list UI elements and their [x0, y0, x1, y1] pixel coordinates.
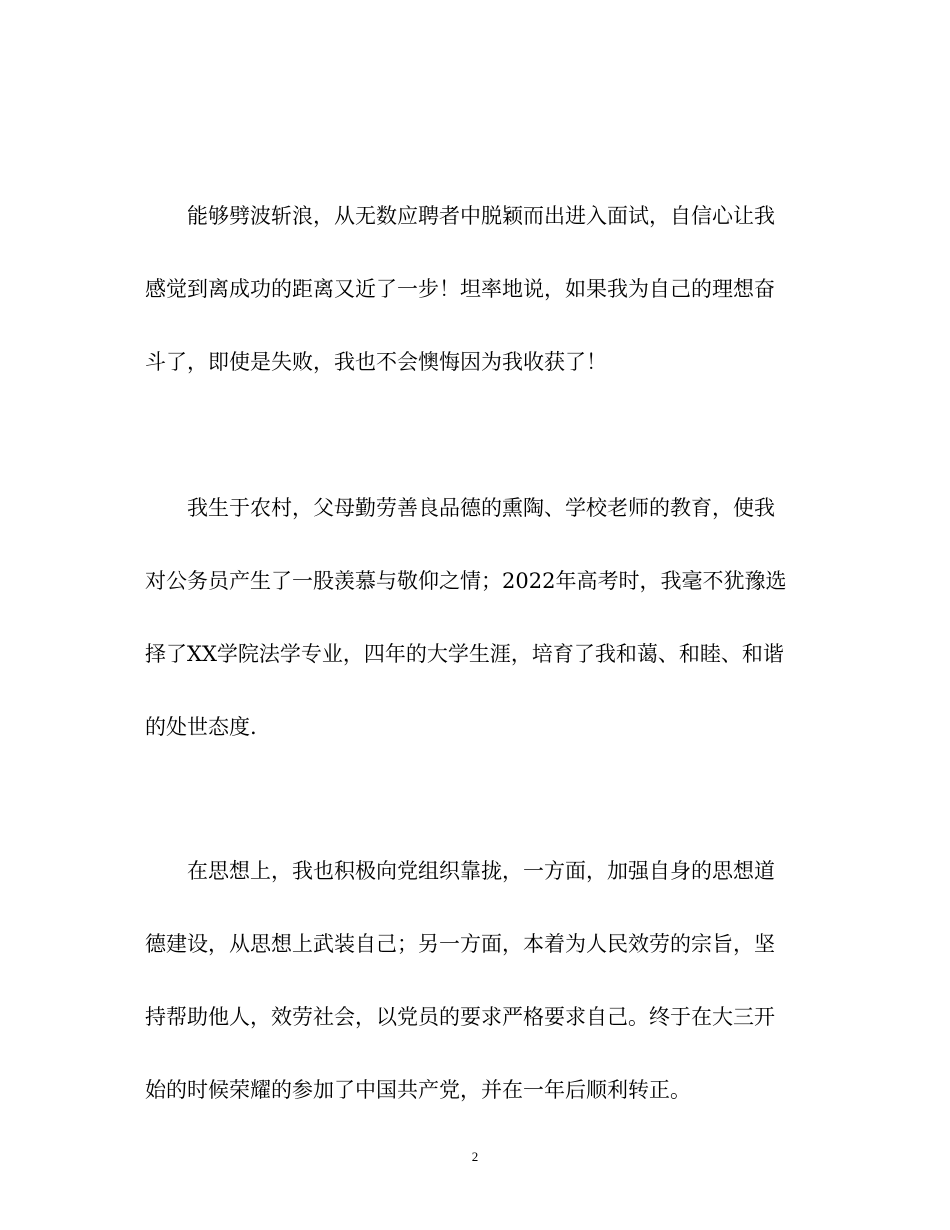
- page-number: 2: [471, 1149, 479, 1164]
- paragraph-1-line-1: 能够劈波斩浪，从无数应聘者中脱颖而出进入面试，自信心让我: [187, 204, 775, 228]
- paragraph-2-line-3: 择了XX学院法学专业，四年的大学生涯，培育了我和蔼、和睦、和谐: [145, 642, 784, 666]
- paragraph-3-line-2: 德建设，从思想上武装自己；另一方面，本着为人民效劳的宗旨，坚: [145, 932, 775, 956]
- paragraph-2-line-4: 的处世态度.: [145, 715, 257, 739]
- paragraph-3-line-4: 始的时候荣耀的参加了中国共产党，并在一年后顺利转正。: [145, 1078, 691, 1102]
- paragraph-1-line-2: 感觉到离成功的距离又近了一步！坦率地说，如果我为自己的理想奋: [145, 277, 775, 301]
- paragraph-2-line-1: 我生于农村，父母勤劳善良品德的熏陶、学校老师的教育，使我: [187, 496, 775, 520]
- paragraph-3-line-3: 持帮助他人，效劳社会，以党员的要求严格要求自己。终于在大三开: [145, 1005, 775, 1029]
- paragraph-1-line-3: 斗了，即使是失败，我也不会懊悔因为我收获了！: [145, 350, 607, 374]
- paragraph-2-line-2: 对公务员产生了一股羡慕与敬仰之情；2022年高考时，我毫不犹豫选: [145, 569, 787, 593]
- paragraph-3-line-1: 在思想上，我也积极向党组织靠拢，一方面，加强自身的思想道: [187, 859, 775, 883]
